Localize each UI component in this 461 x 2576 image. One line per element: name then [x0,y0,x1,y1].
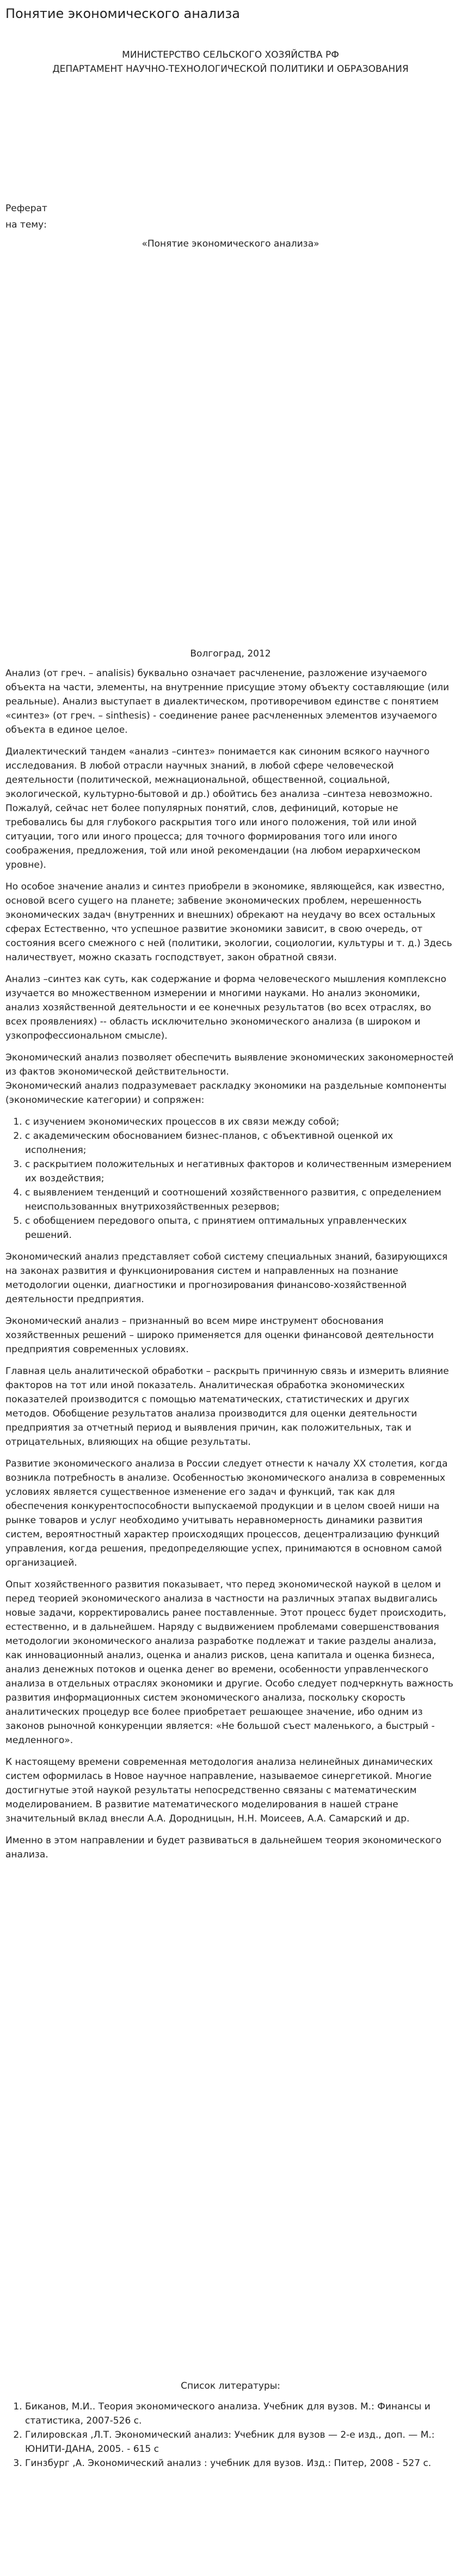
paragraph: Экономический анализ представляет собой систему специальных знаний, базирующихся на законах развития и функционирования систем и направленных на познание методологии оценки, диагностики и прогнозирования финансово-хозяйственной деятельности предприятия. [5,1252,448,1305]
city-year: Волгоград, 2012 [190,648,271,659]
topic-label: на тему: [5,219,47,230]
topic-title: «Понятие экономического анализа» [142,238,319,249]
reference-item: 1. Бикaнoв, М.И.. Теория экономического анализа. Учебник для вузов. М.: Финансы и статистика, 2007-526 с. [25,2400,456,2428]
essay-body [5,666,456,1869]
reference-item: 2. Гилировская ,Л.Т. Экономический анализ: Учебник для вузов — 2-е изд., доп. — М.: ЮНИТИ-ДАНА, 2005. - 615 с [25,2428,456,2456]
list-item: 5. с обобщением передового опыта, с принятием оптимальных управленческих решений. [25,1214,456,1242]
list-item: 2. с академическим обоснованием бизнес-планов, с объективной оценкой их исполнения; [25,1129,456,1157]
reference-item: 3. Гинзбург ,А. Экономический анализ : учебник для вузов. Изд.: Питер, 2008 - 527 с. [25,2456,456,2470]
paragraph: Анализ (от греч. – analisis) буквально означает расчленение, разложение изучаемого объекта на части, элементы, на внутренние присущие этому объекту составляющие (или реальные). Анализ выступает в диалектическом, противоречивом единстве с понятием «синтез» (от греч. – sinthesis) - соединение ранее расчлененных элементов изучаемого объекта в единое целое. [5,668,450,735]
page-title: Понятие экономического анализа [5,6,241,21]
paragraph: Экономический анализ – признанный во всем мире инструмент обоснования хозяйственных решений – широко применяется для оценки финансовой деятельности предприятия современных условиях. [5,1316,434,1355]
list-item: 1. с изучением экономических процессов в их связи между собой; [25,1115,456,1129]
paragraph: Опыт хозяйственного развития показывает, что перед экономической наукой в целом и перед теорией экономического анализа в частности на различных этапах выдвигались новые задачи, корректировались ранее поставленные. Этот процесс будет происходить, естественно, и в дальнейшем. Наряду с выдвижением проблемами совершенствования методологии экономического анализа разработке подлежат и такие разделы анализа, как инновационный анализ, оценка и анализ рисков, цена капитала и оценка бизнеса, анализ денежных потоков и оценка денег во времени, особенности управленческого анализа в отдельных отраслях экономики и другие. Особо следует подчеркнуть важность развития информационных систем экономического анализа, поскольку скорость аналитических процедур все более приобретает решающее значение, ибо одним из законов рыночной конкуренции является: «Не большой съест маленького, а быстрый - медленного». [5,1579,453,1746]
list-item: 4. с выявлением тенденций и соотношений хозяйственного развития, с определением неиспользованных внутрихозяйственных резервов; [25,1186,456,1214]
list-item: 3. с раскрытием положительных и негативных факторов и количественным измерением их воздействия; [25,1157,456,1186]
ministry-heading: МИНИСТЕРСТВО СЕЛЬСКОГО ХОЗЯЙСТВА РФ [122,50,339,60]
paragraph: Диалектический тандем «анализ –синтез» понимается как синоним всякого научного исследования. В любой отрасли научных знаний, в любой сфере человеческой деятельности (политической, межнациональной, общественной, социальной, экологической, культурно-бытовой и др.) обойтись без анализа –синтеза невозможно. Пожалуй, сейчас нет более популярных понятий, слов, дефиниций, которые не требовались бы для глубокого раскрытия того или иного положения, той или иной ситуации, того или иного процесса; для точного формирования того или иного соображения, предложения, той или иной рекомендации (на любом иерархическом уровне). [5,746,433,870]
paragraph: Главная цель аналитической обработки – раскрыть причинную связь и измерить влияние факторов на тот или иной показатель. Аналитическая обработка экономических показателей производится с помощью математических, статистических и других методов. Обобщение результатов анализа производится для оценки деятельности предприятия за отчетный период и выявления причин, как положительных, так и отрицательных, влияющих на общие результаты. [5,1366,449,1448]
paragraph: Анализ –синтез как суть, как содержание и форма человеческого мышления комплексно изучается во множественном измерении и многими науками. Но анализ экономики, анализ хозяйственной деятельности и ее конечных результатов (во всех отраслях, во всех проявлениях) -- область исключительно экономического анализа (в широком и узкопрофессиональном смысле). [5,974,447,1041]
references-list [5,2400,456,2470]
paragraph: Экономический анализ позволяет обеспечить выявление экономических закономерностей из фактов экономической действительности. [5,1052,454,1077]
references-title: Список литературы: [181,2381,280,2391]
paragraph: Именно в этом направлении и будет развиваться в дальнейшем теория экономического анализа. [5,1835,442,1860]
department-heading: ДЕПАРТАМЕНТ НАУЧНО-ТЕХНОЛОГИЧЕСКОЙ ПОЛИТИКИ И ОБРАЗОВАНИЯ [52,64,409,75]
paragraph: Экономический анализ подразумевает раскладку экономики на раздельные компоненты (экономические категории) и сопряжен: [5,1081,447,1106]
paragraph: Но особое значение анализ и синтез приобрели в экономике, являющейся, как известно, основой всего сущего на планете; забвение экономических проблем, нерешенность экономических задач (внутренних и внешних) обрекают на неудачу во всех остальных сферах Естественно, что успешное развитие экономики зависит, в свою очередь, от состояния всего смежного с ней (политики, экологии, социологии, культуры и т. д.) Здесь наличествует, можно сказать господствует, закон обратной связи. [5,881,452,963]
paragraph: Развитие экономического анализа в России следует отнести к началу XX столетия, когда возникла потребность в анализе. Особенностью экономического анализа в современных условиях является существенное изменение его задач и функций, так как для обеспечения конкурентоспособности выпускаемой продукции и в целом своей ниши на рынке товаров и услуг необходимо учитывать неравномерность динамики развития систем, вероятностный характер происходящих процессов, децентрализацию функций управления, когда решения, предопределяющие успех, принимаются в основном самой организацией. [5,1458,448,1568]
document-kind: Реферат [5,203,47,214]
paragraph: К настоящему времени современная методология анализа нелинейных динамических систем оформилась в Новое научное направление, называемое синергетикой. Многие достигнутые этой наукой результаты непосредственно связаны с математическим моделированием. В развитие математического моделирования в нашей стране значительный вклад внесли А.А. Дородницын, Н.Н. Моисеев, А.А. Самарский и др. [5,1757,433,1824]
analysis-list [5,1115,456,1242]
